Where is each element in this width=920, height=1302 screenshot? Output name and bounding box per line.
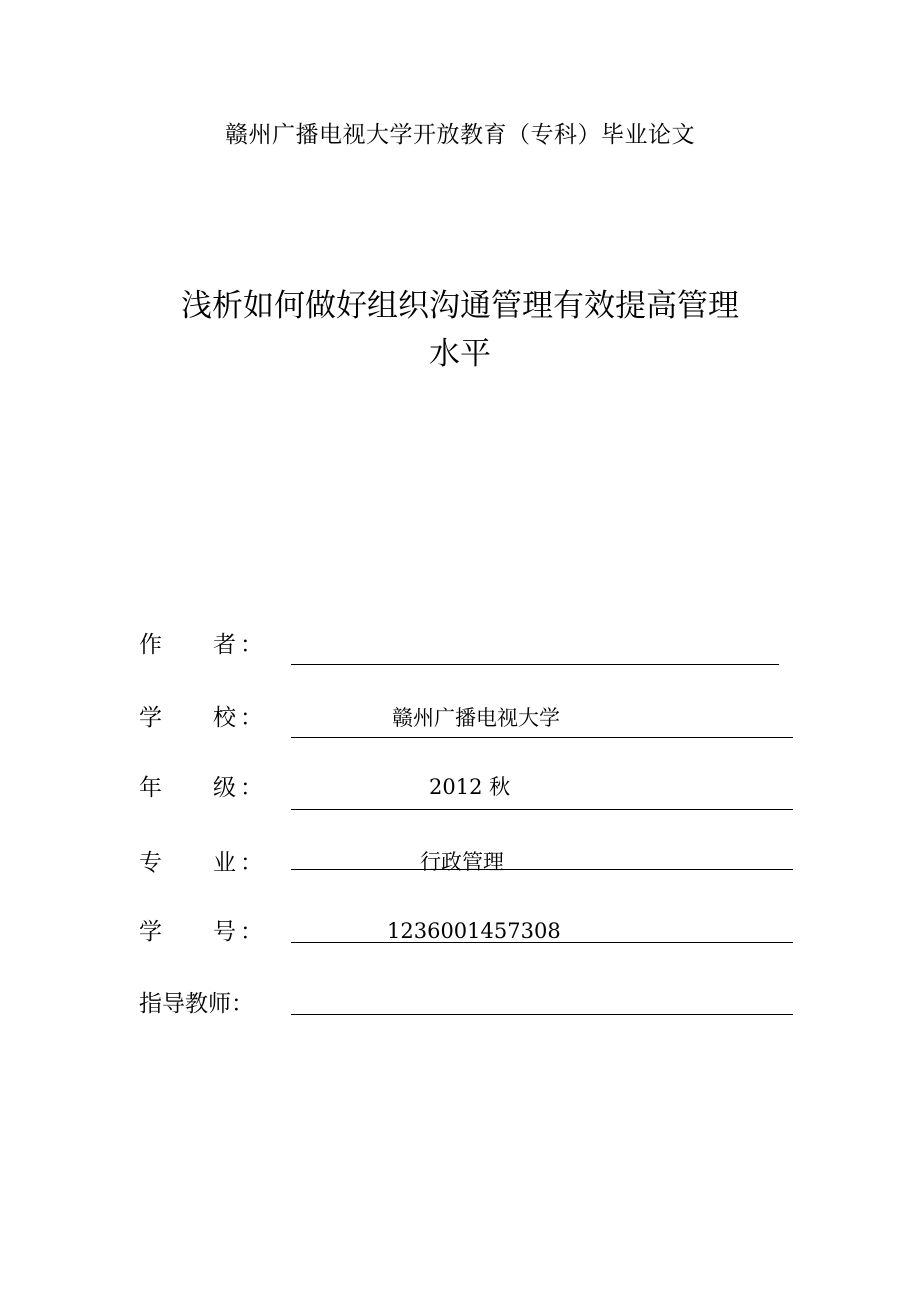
student-id-underline: [291, 942, 793, 943]
author-label: [139, 628, 289, 662]
author-label-char-2: 者: [213, 632, 236, 658]
grade-label-colon: ：: [240, 775, 263, 801]
author-label-char-1: 作: [139, 632, 162, 658]
advisor-label-colon: ：: [231, 991, 254, 1017]
major-label-char-1: 专: [139, 850, 162, 876]
grade-underline: [291, 809, 793, 810]
thesis-title-line-1: 浅析如何做好组织沟通管理有效提高管理: [181, 288, 739, 324]
school-label-char-2: 校: [213, 705, 236, 731]
grade-label-char-1: 年: [139, 775, 162, 801]
grade-value: 2012 秋: [429, 775, 511, 799]
student-id-label: [139, 915, 289, 949]
student-id-label-char-1: 学: [139, 919, 162, 945]
advisor-underline: [291, 1014, 793, 1015]
school-underline: [291, 737, 793, 738]
major-label-char-2: 业: [213, 850, 236, 876]
major-value: 行政管理: [420, 850, 504, 874]
author-underline: [291, 664, 779, 665]
school-value: 赣州广播电视大学: [392, 706, 560, 730]
major-label-colon: ：: [240, 850, 263, 876]
school-label-colon: ：: [240, 705, 263, 731]
major-underline: [291, 869, 793, 870]
major-label: [139, 846, 289, 880]
school-label: [139, 701, 289, 735]
advisor-label: [139, 987, 289, 1021]
author-label-colon: ：: [240, 632, 263, 658]
advisor-label-text: 指导教师: [139, 991, 231, 1017]
grade-label-char-2: 级: [213, 775, 236, 801]
grade-label: [139, 771, 289, 805]
thesis-title-line-2: 水平: [429, 336, 491, 372]
student-id-label-colon: ：: [240, 919, 263, 945]
thesis-title: [140, 282, 780, 378]
student-id-label-char-2: 号: [213, 919, 236, 945]
document-header: 赣州广播电视大学开放教育（专科）毕业论文: [225, 122, 695, 148]
student-id-value: 1236001457308: [387, 919, 561, 943]
school-label-char-1: 学: [139, 705, 162, 731]
